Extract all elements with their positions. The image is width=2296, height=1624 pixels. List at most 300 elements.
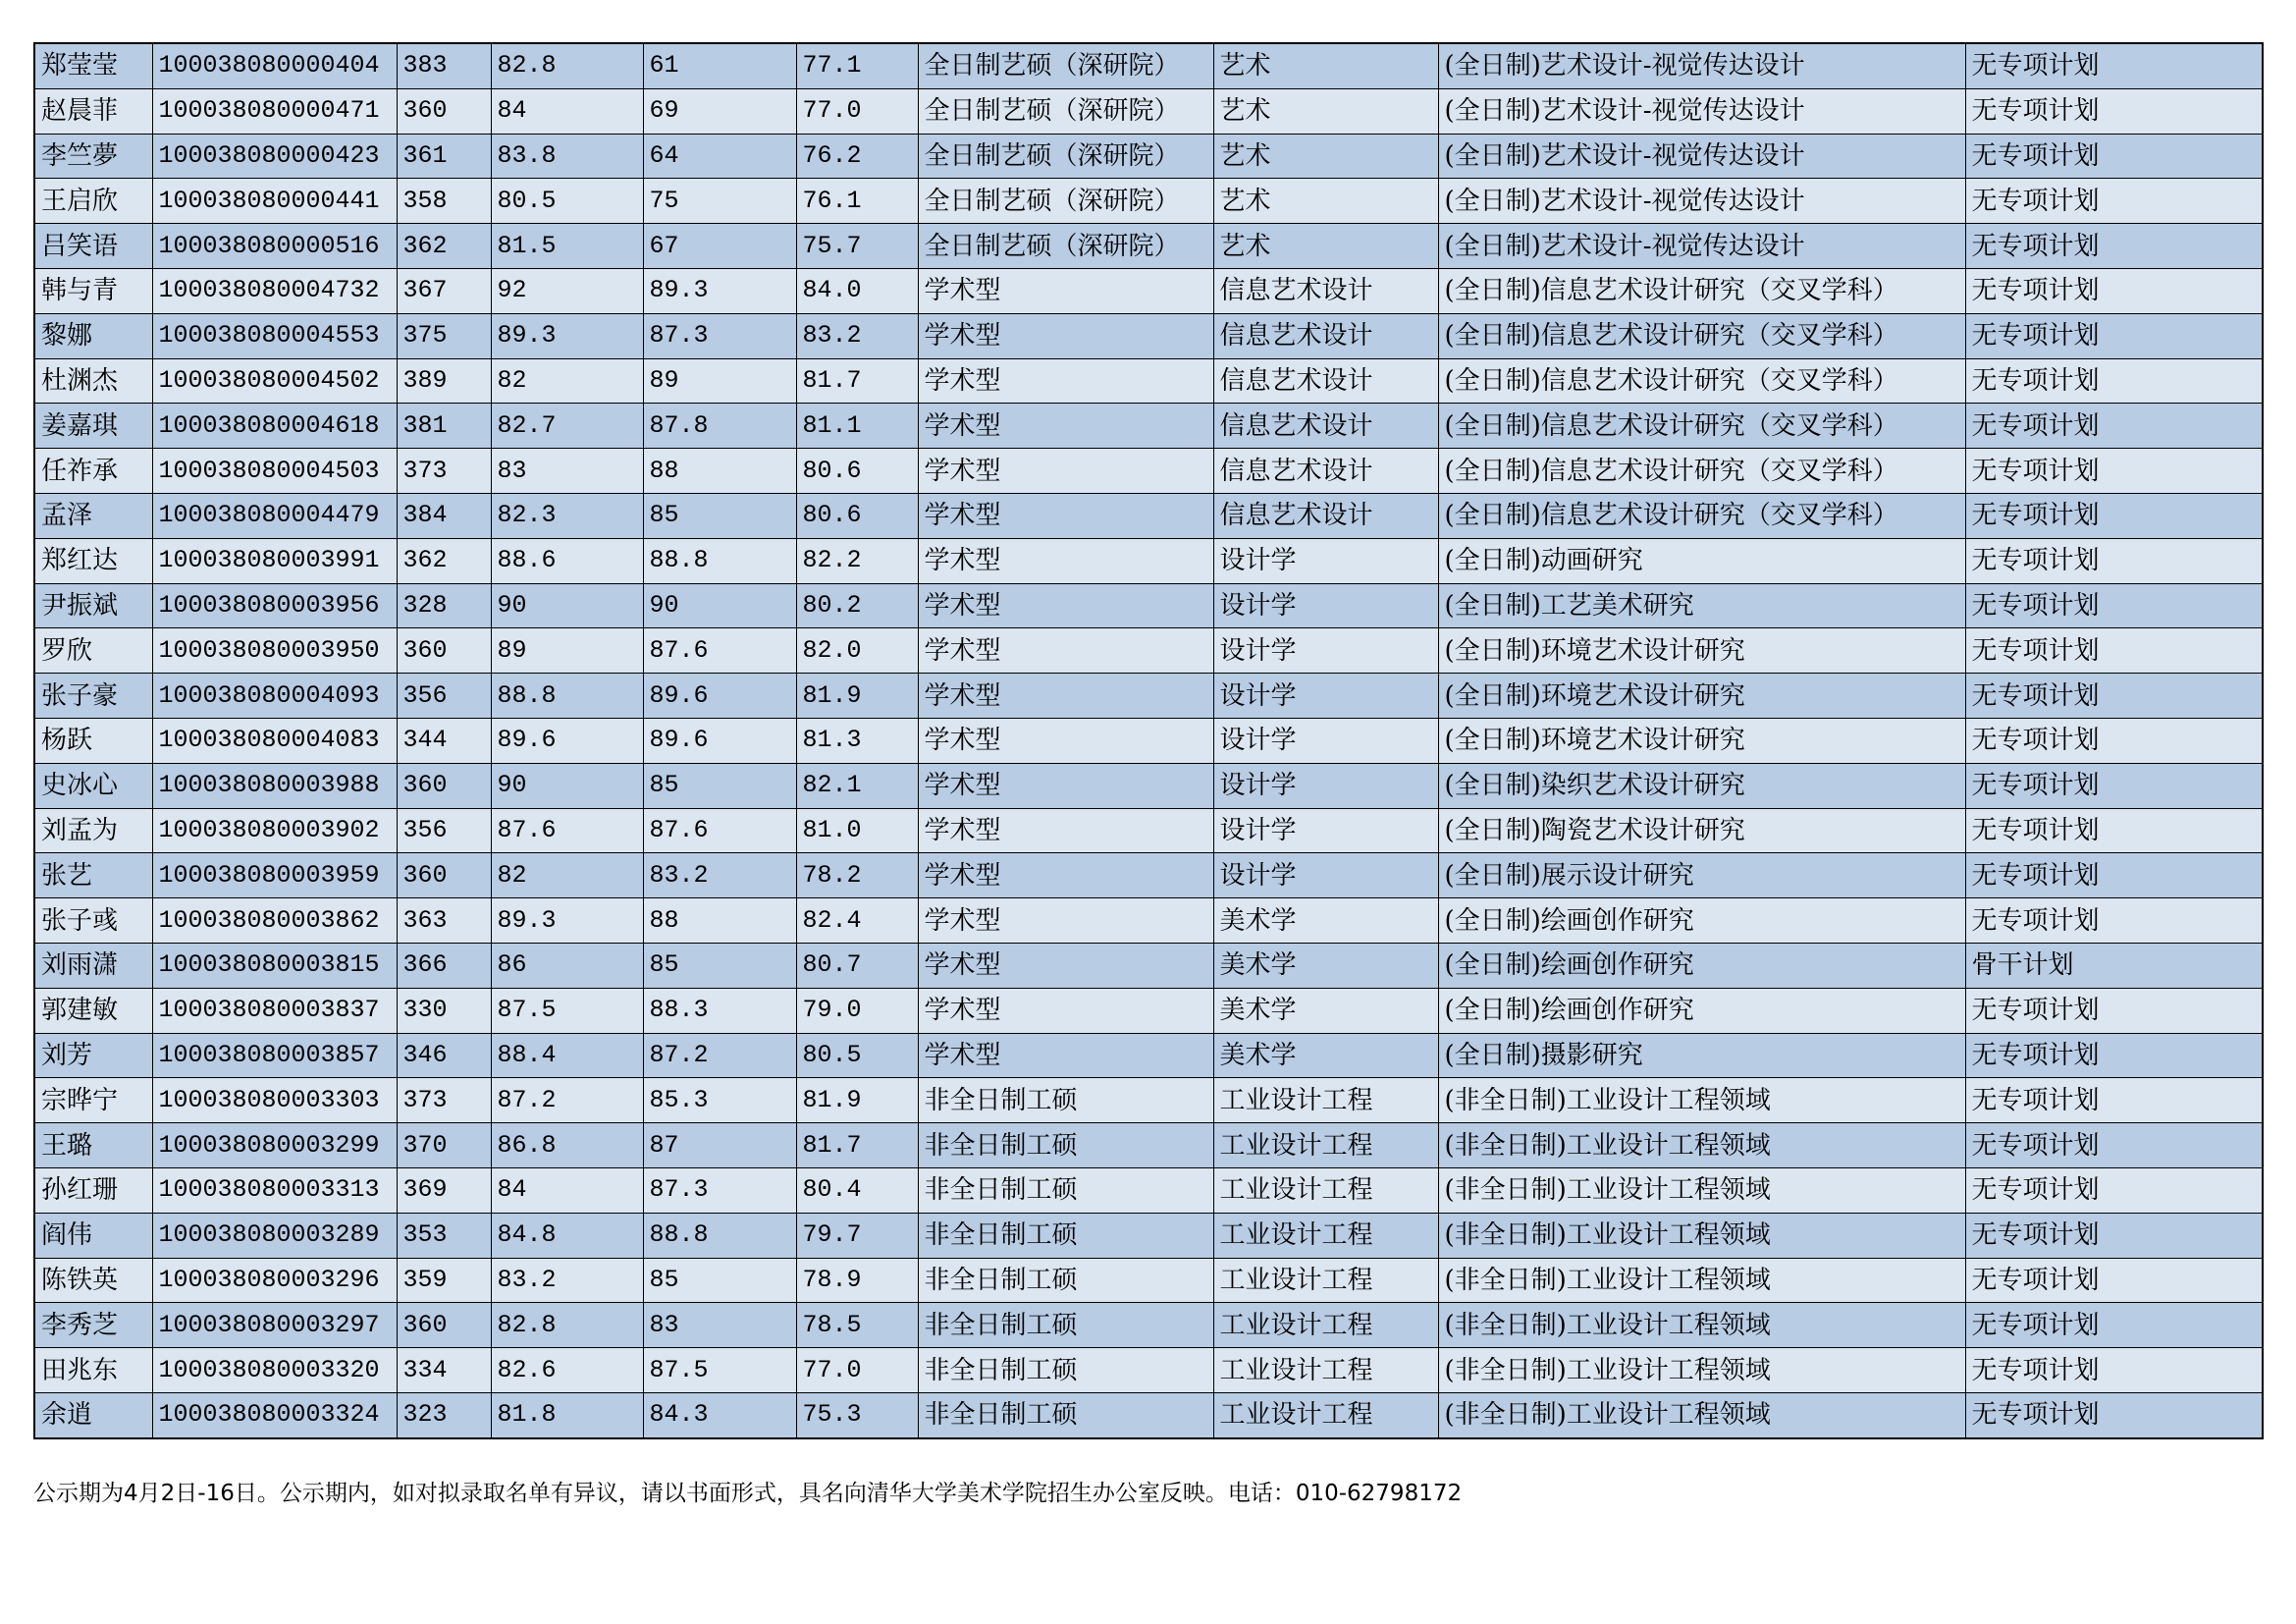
name-cell: 张子豪 bbox=[34, 674, 152, 719]
initial-score-cell: 361 bbox=[397, 134, 491, 179]
retest-score-a-cell: 92 bbox=[491, 268, 643, 313]
table-row bbox=[34, 43, 2263, 88]
special-plan-cell: 无专项计划 bbox=[1965, 224, 2263, 269]
exam-id-cell: 100038080003313 bbox=[152, 1167, 397, 1213]
retest-score-a-cell: 82 bbox=[491, 853, 643, 898]
special-plan-cell: 无专项计划 bbox=[1965, 1167, 2263, 1213]
name-cell: 任祚承 bbox=[34, 449, 152, 494]
name-cell: 韩与青 bbox=[34, 268, 152, 313]
retest-score-b-cell: 87.8 bbox=[643, 404, 796, 449]
admission-list-table-container bbox=[33, 42, 2262, 1439]
retest-score-b-cell: 85 bbox=[643, 943, 796, 988]
table-row bbox=[34, 313, 2263, 358]
name-cell: 赵晨菲 bbox=[34, 88, 152, 134]
discipline-cell: 设计学 bbox=[1213, 538, 1438, 583]
retest-score-a-cell: 89.6 bbox=[491, 718, 643, 763]
total-score-cell: 75.3 bbox=[796, 1392, 918, 1437]
name-cell: 郑红达 bbox=[34, 538, 152, 583]
exam-id-cell: 100038080000404 bbox=[152, 43, 397, 88]
major-cell: (全日制)信息艺术设计研究（交叉学科） bbox=[1438, 404, 1965, 449]
exam-id-cell: 100038080003956 bbox=[152, 583, 397, 628]
program-type-cell: 非全日制工硕 bbox=[918, 1348, 1213, 1393]
initial-score-cell: 360 bbox=[397, 1303, 491, 1348]
total-score-cell: 82.0 bbox=[796, 628, 918, 674]
special-plan-cell: 无专项计划 bbox=[1965, 988, 2263, 1033]
initial-score-cell: 323 bbox=[397, 1392, 491, 1437]
discipline-cell: 工业设计工程 bbox=[1213, 1167, 1438, 1213]
table-row bbox=[34, 853, 2263, 898]
total-score-cell: 80.6 bbox=[796, 449, 918, 494]
special-plan-cell: 无专项计划 bbox=[1965, 853, 2263, 898]
major-cell: (非全日制)工业设计工程领域 bbox=[1438, 1167, 1965, 1213]
exam-id-cell: 100038080003991 bbox=[152, 538, 397, 583]
major-cell: (全日制)绘画创作研究 bbox=[1438, 988, 1965, 1033]
initial-score-cell: 389 bbox=[397, 358, 491, 404]
program-type-cell: 学术型 bbox=[918, 808, 1213, 853]
discipline-cell: 工业设计工程 bbox=[1213, 1078, 1438, 1123]
table-row bbox=[34, 763, 2263, 808]
retest-score-b-cell: 87.2 bbox=[643, 1033, 796, 1078]
retest-score-a-cell: 89.3 bbox=[491, 898, 643, 944]
total-score-cell: 79.7 bbox=[796, 1213, 918, 1258]
major-cell: (全日制)艺术设计-视觉传达设计 bbox=[1438, 43, 1965, 88]
initial-score-cell: 363 bbox=[397, 898, 491, 944]
name-cell: 孙红珊 bbox=[34, 1167, 152, 1213]
exam-id-cell: 100038080000471 bbox=[152, 88, 397, 134]
initial-score-cell: 384 bbox=[397, 493, 491, 538]
special-plan-cell: 无专项计划 bbox=[1965, 808, 2263, 853]
exam-id-cell: 100038080003297 bbox=[152, 1303, 397, 1348]
special-plan-cell: 无专项计划 bbox=[1965, 179, 2263, 224]
major-cell: (全日制)环境艺术设计研究 bbox=[1438, 718, 1965, 763]
total-score-cell: 80.5 bbox=[796, 1033, 918, 1078]
total-score-cell: 83.2 bbox=[796, 313, 918, 358]
discipline-cell: 信息艺术设计 bbox=[1213, 358, 1438, 404]
exam-id-cell: 100038080000423 bbox=[152, 134, 397, 179]
table-row bbox=[34, 88, 2263, 134]
retest-score-a-cell: 82.3 bbox=[491, 493, 643, 538]
table-row bbox=[34, 493, 2263, 538]
discipline-cell: 设计学 bbox=[1213, 628, 1438, 674]
initial-score-cell: 353 bbox=[397, 1213, 491, 1258]
special-plan-cell: 无专项计划 bbox=[1965, 1303, 2263, 1348]
exam-id-cell: 100038080004502 bbox=[152, 358, 397, 404]
retest-score-b-cell: 89.3 bbox=[643, 268, 796, 313]
table-row bbox=[34, 1123, 2263, 1168]
retest-score-b-cell: 85 bbox=[643, 493, 796, 538]
discipline-cell: 美术学 bbox=[1213, 898, 1438, 944]
program-type-cell: 学术型 bbox=[918, 898, 1213, 944]
retest-score-b-cell: 88.3 bbox=[643, 988, 796, 1033]
major-cell: (全日制)信息艺术设计研究（交叉学科） bbox=[1438, 493, 1965, 538]
retest-score-b-cell: 64 bbox=[643, 134, 796, 179]
retest-score-a-cell: 89.3 bbox=[491, 313, 643, 358]
exam-id-cell: 100038080000516 bbox=[152, 224, 397, 269]
exam-id-cell: 100038080004083 bbox=[152, 718, 397, 763]
exam-id-cell: 100038080004618 bbox=[152, 404, 397, 449]
major-cell: (非全日制)工业设计工程领域 bbox=[1438, 1348, 1965, 1393]
initial-score-cell: 360 bbox=[397, 88, 491, 134]
initial-score-cell: 346 bbox=[397, 1033, 491, 1078]
exam-id-cell: 100038080003857 bbox=[152, 1033, 397, 1078]
table-row bbox=[34, 943, 2263, 988]
table-row bbox=[34, 718, 2263, 763]
table-row bbox=[34, 1078, 2263, 1123]
special-plan-cell: 无专项计划 bbox=[1965, 674, 2263, 719]
initial-score-cell: 356 bbox=[397, 808, 491, 853]
initial-score-cell: 373 bbox=[397, 449, 491, 494]
table-body bbox=[34, 43, 2263, 1438]
name-cell: 刘孟为 bbox=[34, 808, 152, 853]
program-type-cell: 非全日制工硕 bbox=[918, 1213, 1213, 1258]
program-type-cell: 学术型 bbox=[918, 493, 1213, 538]
name-cell: 李秀芝 bbox=[34, 1303, 152, 1348]
program-type-cell: 学术型 bbox=[918, 358, 1213, 404]
name-cell: 黎娜 bbox=[34, 313, 152, 358]
special-plan-cell: 无专项计划 bbox=[1965, 898, 2263, 944]
discipline-cell: 信息艺术设计 bbox=[1213, 449, 1438, 494]
program-type-cell: 全日制艺硕（深研院） bbox=[918, 179, 1213, 224]
retest-score-a-cell: 82.7 bbox=[491, 404, 643, 449]
discipline-cell: 艺术 bbox=[1213, 43, 1438, 88]
major-cell: (全日制)艺术设计-视觉传达设计 bbox=[1438, 134, 1965, 179]
name-cell: 田兆东 bbox=[34, 1348, 152, 1393]
total-score-cell: 81.9 bbox=[796, 674, 918, 719]
retest-score-b-cell: 89.6 bbox=[643, 674, 796, 719]
major-cell: (全日制)绘画创作研究 bbox=[1438, 898, 1965, 944]
exam-id-cell: 100038080003959 bbox=[152, 853, 397, 898]
footer-note: 公示期为4月2日-16日。公示期内，如对拟录取名单有异议，请以书面形式，具名向清华大学美术学院招生办公室反映。电话：010-62798172 bbox=[33, 1481, 1463, 1506]
total-score-cell: 76.2 bbox=[796, 134, 918, 179]
retest-score-b-cell: 85 bbox=[643, 1258, 796, 1303]
total-score-cell: 78.5 bbox=[796, 1303, 918, 1348]
major-cell: (全日制)绘画创作研究 bbox=[1438, 943, 1965, 988]
total-score-cell: 82.4 bbox=[796, 898, 918, 944]
exam-id-cell: 100038080004732 bbox=[152, 268, 397, 313]
total-score-cell: 81.3 bbox=[796, 718, 918, 763]
discipline-cell: 工业设计工程 bbox=[1213, 1348, 1438, 1393]
retest-score-a-cell: 87.6 bbox=[491, 808, 643, 853]
major-cell: (全日制)环境艺术设计研究 bbox=[1438, 674, 1965, 719]
exam-id-cell: 100038080003837 bbox=[152, 988, 397, 1033]
program-type-cell: 学术型 bbox=[918, 943, 1213, 988]
special-plan-cell: 无专项计划 bbox=[1965, 313, 2263, 358]
retest-score-a-cell: 83.2 bbox=[491, 1258, 643, 1303]
total-score-cell: 80.2 bbox=[796, 583, 918, 628]
retest-score-a-cell: 82.8 bbox=[491, 1303, 643, 1348]
program-type-cell: 全日制艺硕（深研院） bbox=[918, 43, 1213, 88]
exam-id-cell: 100038080004503 bbox=[152, 449, 397, 494]
table-row bbox=[34, 674, 2263, 719]
retest-score-b-cell: 89 bbox=[643, 358, 796, 404]
total-score-cell: 82.2 bbox=[796, 538, 918, 583]
exam-id-cell: 100038080004553 bbox=[152, 313, 397, 358]
retest-score-a-cell: 82 bbox=[491, 358, 643, 404]
retest-score-a-cell: 88.8 bbox=[491, 674, 643, 719]
program-type-cell: 非全日制工硕 bbox=[918, 1123, 1213, 1168]
exam-id-cell: 100038080003289 bbox=[152, 1213, 397, 1258]
initial-score-cell: 362 bbox=[397, 224, 491, 269]
name-cell: 郭建敏 bbox=[34, 988, 152, 1033]
exam-id-cell: 100038080004093 bbox=[152, 674, 397, 719]
name-cell: 阎伟 bbox=[34, 1213, 152, 1258]
program-type-cell: 非全日制工硕 bbox=[918, 1167, 1213, 1213]
exam-id-cell: 100038080003299 bbox=[152, 1123, 397, 1168]
retest-score-b-cell: 87.6 bbox=[643, 628, 796, 674]
initial-score-cell: 334 bbox=[397, 1348, 491, 1393]
initial-score-cell: 381 bbox=[397, 404, 491, 449]
name-cell: 姜嘉琪 bbox=[34, 404, 152, 449]
discipline-cell: 设计学 bbox=[1213, 583, 1438, 628]
retest-score-a-cell: 87.2 bbox=[491, 1078, 643, 1123]
program-type-cell: 学术型 bbox=[918, 853, 1213, 898]
special-plan-cell: 无专项计划 bbox=[1965, 404, 2263, 449]
special-plan-cell: 无专项计划 bbox=[1965, 1258, 2263, 1303]
name-cell: 史冰心 bbox=[34, 763, 152, 808]
initial-score-cell: 366 bbox=[397, 943, 491, 988]
retest-score-b-cell: 87.3 bbox=[643, 313, 796, 358]
major-cell: (全日制)摄影研究 bbox=[1438, 1033, 1965, 1078]
initial-score-cell: 367 bbox=[397, 268, 491, 313]
program-type-cell: 非全日制工硕 bbox=[918, 1392, 1213, 1437]
retest-score-b-cell: 85.3 bbox=[643, 1078, 796, 1123]
retest-score-b-cell: 69 bbox=[643, 88, 796, 134]
retest-score-b-cell: 87.3 bbox=[643, 1167, 796, 1213]
name-cell: 陈铁英 bbox=[34, 1258, 152, 1303]
total-score-cell: 81.7 bbox=[796, 358, 918, 404]
initial-score-cell: 356 bbox=[397, 674, 491, 719]
table-row bbox=[34, 404, 2263, 449]
discipline-cell: 信息艺术设计 bbox=[1213, 313, 1438, 358]
initial-score-cell: 362 bbox=[397, 538, 491, 583]
discipline-cell: 艺术 bbox=[1213, 88, 1438, 134]
program-type-cell: 学术型 bbox=[918, 674, 1213, 719]
discipline-cell: 美术学 bbox=[1213, 943, 1438, 988]
retest-score-b-cell: 87.5 bbox=[643, 1348, 796, 1393]
retest-score-a-cell: 83.8 bbox=[491, 134, 643, 179]
major-cell: (全日制)艺术设计-视觉传达设计 bbox=[1438, 179, 1965, 224]
name-cell: 刘雨潇 bbox=[34, 943, 152, 988]
retest-score-a-cell: 88.6 bbox=[491, 538, 643, 583]
table-row bbox=[34, 1258, 2263, 1303]
special-plan-cell: 无专项计划 bbox=[1965, 88, 2263, 134]
exam-id-cell: 100038080003320 bbox=[152, 1348, 397, 1393]
retest-score-b-cell: 61 bbox=[643, 43, 796, 88]
exam-id-cell: 100038080003324 bbox=[152, 1392, 397, 1437]
discipline-cell: 工业设计工程 bbox=[1213, 1392, 1438, 1437]
exam-id-cell: 100038080003815 bbox=[152, 943, 397, 988]
initial-score-cell: 369 bbox=[397, 1167, 491, 1213]
table-row bbox=[34, 224, 2263, 269]
exam-id-cell: 100038080003303 bbox=[152, 1078, 397, 1123]
program-type-cell: 全日制艺硕（深研院） bbox=[918, 224, 1213, 269]
name-cell: 杨跃 bbox=[34, 718, 152, 763]
major-cell: (全日制)环境艺术设计研究 bbox=[1438, 628, 1965, 674]
special-plan-cell: 无专项计划 bbox=[1965, 1392, 2263, 1437]
program-type-cell: 学术型 bbox=[918, 628, 1213, 674]
special-plan-cell: 无专项计划 bbox=[1965, 268, 2263, 313]
retest-score-a-cell: 90 bbox=[491, 763, 643, 808]
total-score-cell: 81.1 bbox=[796, 404, 918, 449]
discipline-cell: 设计学 bbox=[1213, 853, 1438, 898]
special-plan-cell: 无专项计划 bbox=[1965, 43, 2263, 88]
initial-score-cell: 344 bbox=[397, 718, 491, 763]
program-type-cell: 学术型 bbox=[918, 538, 1213, 583]
special-plan-cell: 无专项计划 bbox=[1965, 628, 2263, 674]
retest-score-b-cell: 67 bbox=[643, 224, 796, 269]
name-cell: 张子彧 bbox=[34, 898, 152, 944]
retest-score-a-cell: 83 bbox=[491, 449, 643, 494]
discipline-cell: 美术学 bbox=[1213, 1033, 1438, 1078]
name-cell: 罗欣 bbox=[34, 628, 152, 674]
retest-score-b-cell: 75 bbox=[643, 179, 796, 224]
initial-score-cell: 375 bbox=[397, 313, 491, 358]
table-row bbox=[34, 988, 2263, 1033]
major-cell: (全日制)信息艺术设计研究（交叉学科） bbox=[1438, 313, 1965, 358]
total-score-cell: 84.0 bbox=[796, 268, 918, 313]
retest-score-b-cell: 87.6 bbox=[643, 808, 796, 853]
exam-id-cell: 100038080003988 bbox=[152, 763, 397, 808]
discipline-cell: 艺术 bbox=[1213, 179, 1438, 224]
retest-score-b-cell: 84.3 bbox=[643, 1392, 796, 1437]
retest-score-b-cell: 88 bbox=[643, 449, 796, 494]
total-score-cell: 79.0 bbox=[796, 988, 918, 1033]
total-score-cell: 78.2 bbox=[796, 853, 918, 898]
retest-score-a-cell: 84 bbox=[491, 1167, 643, 1213]
total-score-cell: 77.0 bbox=[796, 88, 918, 134]
special-plan-cell: 无专项计划 bbox=[1965, 538, 2263, 583]
discipline-cell: 设计学 bbox=[1213, 808, 1438, 853]
name-cell: 王璐 bbox=[34, 1123, 152, 1168]
table-row bbox=[34, 134, 2263, 179]
discipline-cell: 工业设计工程 bbox=[1213, 1258, 1438, 1303]
table-row bbox=[34, 1033, 2263, 1078]
admission-list-table bbox=[33, 42, 2264, 1439]
initial-score-cell: 360 bbox=[397, 628, 491, 674]
table-row bbox=[34, 179, 2263, 224]
program-type-cell: 全日制艺硕（深研院） bbox=[918, 88, 1213, 134]
retest-score-b-cell: 88 bbox=[643, 898, 796, 944]
exam-id-cell: 100038080003862 bbox=[152, 898, 397, 944]
total-score-cell: 77.0 bbox=[796, 1348, 918, 1393]
table-row bbox=[34, 1392, 2263, 1437]
retest-score-a-cell: 81.5 bbox=[491, 224, 643, 269]
retest-score-a-cell: 89 bbox=[491, 628, 643, 674]
retest-score-a-cell: 86 bbox=[491, 943, 643, 988]
program-type-cell: 非全日制工硕 bbox=[918, 1258, 1213, 1303]
initial-score-cell: 360 bbox=[397, 853, 491, 898]
retest-score-a-cell: 82.6 bbox=[491, 1348, 643, 1393]
table-row bbox=[34, 538, 2263, 583]
major-cell: (非全日制)工业设计工程领域 bbox=[1438, 1258, 1965, 1303]
table-row bbox=[34, 1213, 2263, 1258]
total-score-cell: 80.4 bbox=[796, 1167, 918, 1213]
program-type-cell: 学术型 bbox=[918, 404, 1213, 449]
exam-id-cell: 100038080004479 bbox=[152, 493, 397, 538]
major-cell: (全日制)陶瓷艺术设计研究 bbox=[1438, 808, 1965, 853]
special-plan-cell: 骨干计划 bbox=[1965, 943, 2263, 988]
program-type-cell: 学术型 bbox=[918, 583, 1213, 628]
table-row bbox=[34, 898, 2263, 944]
initial-score-cell: 328 bbox=[397, 583, 491, 628]
name-cell: 宗晔宁 bbox=[34, 1078, 152, 1123]
initial-score-cell: 330 bbox=[397, 988, 491, 1033]
table-row bbox=[34, 268, 2263, 313]
special-plan-cell: 无专项计划 bbox=[1965, 583, 2263, 628]
discipline-cell: 信息艺术设计 bbox=[1213, 493, 1438, 538]
discipline-cell: 设计学 bbox=[1213, 763, 1438, 808]
major-cell: (全日制)染织艺术设计研究 bbox=[1438, 763, 1965, 808]
discipline-cell: 设计学 bbox=[1213, 674, 1438, 719]
total-score-cell: 78.9 bbox=[796, 1258, 918, 1303]
name-cell: 尹振斌 bbox=[34, 583, 152, 628]
initial-score-cell: 360 bbox=[397, 763, 491, 808]
discipline-cell: 美术学 bbox=[1213, 988, 1438, 1033]
total-score-cell: 76.1 bbox=[796, 179, 918, 224]
major-cell: (非全日制)工业设计工程领域 bbox=[1438, 1213, 1965, 1258]
program-type-cell: 学术型 bbox=[918, 268, 1213, 313]
retest-score-a-cell: 84.8 bbox=[491, 1213, 643, 1258]
special-plan-cell: 无专项计划 bbox=[1965, 449, 2263, 494]
retest-score-b-cell: 87 bbox=[643, 1123, 796, 1168]
major-cell: (全日制)展示设计研究 bbox=[1438, 853, 1965, 898]
retest-score-b-cell: 85 bbox=[643, 763, 796, 808]
table-row bbox=[34, 583, 2263, 628]
special-plan-cell: 无专项计划 bbox=[1965, 1078, 2263, 1123]
table-row bbox=[34, 358, 2263, 404]
initial-score-cell: 358 bbox=[397, 179, 491, 224]
program-type-cell: 非全日制工硕 bbox=[918, 1078, 1213, 1123]
major-cell: (全日制)艺术设计-视觉传达设计 bbox=[1438, 224, 1965, 269]
initial-score-cell: 370 bbox=[397, 1123, 491, 1168]
retest-score-b-cell: 88.8 bbox=[643, 1213, 796, 1258]
special-plan-cell: 无专项计划 bbox=[1965, 358, 2263, 404]
discipline-cell: 艺术 bbox=[1213, 134, 1438, 179]
special-plan-cell: 无专项计划 bbox=[1965, 763, 2263, 808]
program-type-cell: 学术型 bbox=[918, 763, 1213, 808]
table-row bbox=[34, 449, 2263, 494]
major-cell: (全日制)信息艺术设计研究（交叉学科） bbox=[1438, 268, 1965, 313]
retest-score-a-cell: 87.5 bbox=[491, 988, 643, 1033]
initial-score-cell: 359 bbox=[397, 1258, 491, 1303]
major-cell: (全日制)信息艺术设计研究（交叉学科） bbox=[1438, 449, 1965, 494]
major-cell: (非全日制)工业设计工程领域 bbox=[1438, 1123, 1965, 1168]
total-score-cell: 82.1 bbox=[796, 763, 918, 808]
special-plan-cell: 无专项计划 bbox=[1965, 493, 2263, 538]
name-cell: 王启欣 bbox=[34, 179, 152, 224]
initial-score-cell: 373 bbox=[397, 1078, 491, 1123]
retest-score-b-cell: 83 bbox=[643, 1303, 796, 1348]
total-score-cell: 80.6 bbox=[796, 493, 918, 538]
name-cell: 郑莹莹 bbox=[34, 43, 152, 88]
major-cell: (全日制)动画研究 bbox=[1438, 538, 1965, 583]
special-plan-cell: 无专项计划 bbox=[1965, 1033, 2263, 1078]
major-cell: (全日制)工艺美术研究 bbox=[1438, 583, 1965, 628]
exam-id-cell: 100038080003902 bbox=[152, 808, 397, 853]
table-row bbox=[34, 1348, 2263, 1393]
major-cell: (非全日制)工业设计工程领域 bbox=[1438, 1392, 1965, 1437]
retest-score-a-cell: 86.8 bbox=[491, 1123, 643, 1168]
retest-score-a-cell: 82.8 bbox=[491, 43, 643, 88]
name-cell: 张艺 bbox=[34, 853, 152, 898]
name-cell: 刘芳 bbox=[34, 1033, 152, 1078]
discipline-cell: 艺术 bbox=[1213, 224, 1438, 269]
table-row bbox=[34, 808, 2263, 853]
table-row bbox=[34, 1303, 2263, 1348]
program-type-cell: 全日制艺硕（深研院） bbox=[918, 134, 1213, 179]
special-plan-cell: 无专项计划 bbox=[1965, 1348, 2263, 1393]
retest-score-a-cell: 81.8 bbox=[491, 1392, 643, 1437]
